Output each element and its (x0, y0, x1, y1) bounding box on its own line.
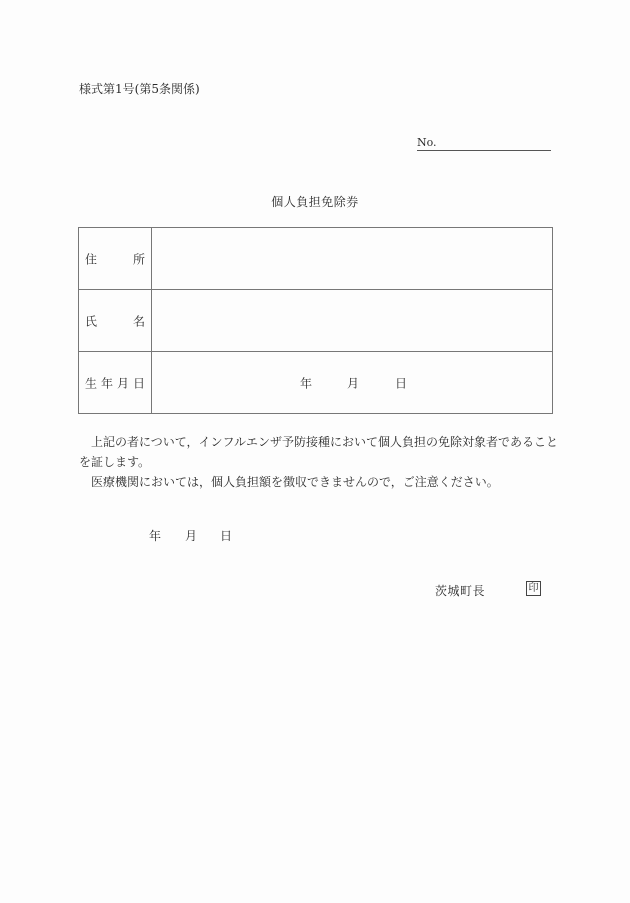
birthdate-label-char: 日 (132, 376, 145, 390)
name-label-char-1: 氏 (85, 314, 98, 328)
address-label-char-2: 所 (132, 252, 145, 266)
birth-year-label: 年 (300, 376, 313, 390)
recipient-info-table (78, 227, 553, 414)
name-label-char-2: 名 (132, 314, 145, 328)
seal-mark-icon: 印 (526, 581, 541, 596)
address-label (79, 228, 152, 290)
certification-text (79, 432, 559, 492)
notice-paragraph: 医療機関においては，個人負担額を徴収できませんので，ご注意ください。 (91, 475, 499, 489)
table-row-address (79, 228, 553, 290)
birthdate-label-char: 生 (85, 376, 98, 390)
address-field[interactable] (152, 228, 553, 290)
issue-month-label: 月 (185, 529, 198, 543)
birth-month-label: 月 (347, 376, 360, 390)
birthdate-label-char: 月 (116, 376, 129, 390)
name-label (79, 290, 152, 352)
number-label: No. (417, 136, 437, 149)
birth-day-label: 日 (395, 376, 408, 390)
document-title: 個人負担免除券 (271, 195, 359, 209)
name-field[interactable] (152, 290, 553, 352)
address-label-char-1: 住 (85, 252, 98, 266)
certification-paragraph: 上記の者について，インフルエンザ予防接種において個人負担の免除対象者であることを証します。 (79, 435, 559, 469)
issue-year-label: 年 (149, 529, 162, 543)
birthdate-label-char: 年 (100, 376, 113, 390)
table-row-birthdate (79, 352, 553, 414)
document-number-field[interactable] (417, 136, 551, 151)
issuer-name: 茨城町長 (435, 584, 486, 598)
birthdate-field[interactable] (152, 352, 553, 414)
issue-day-label: 日 (220, 529, 233, 543)
birthdate-label (79, 352, 152, 414)
table-row-name (79, 290, 553, 352)
form-identifier: 様式第1号(第5条関係) (79, 82, 200, 96)
